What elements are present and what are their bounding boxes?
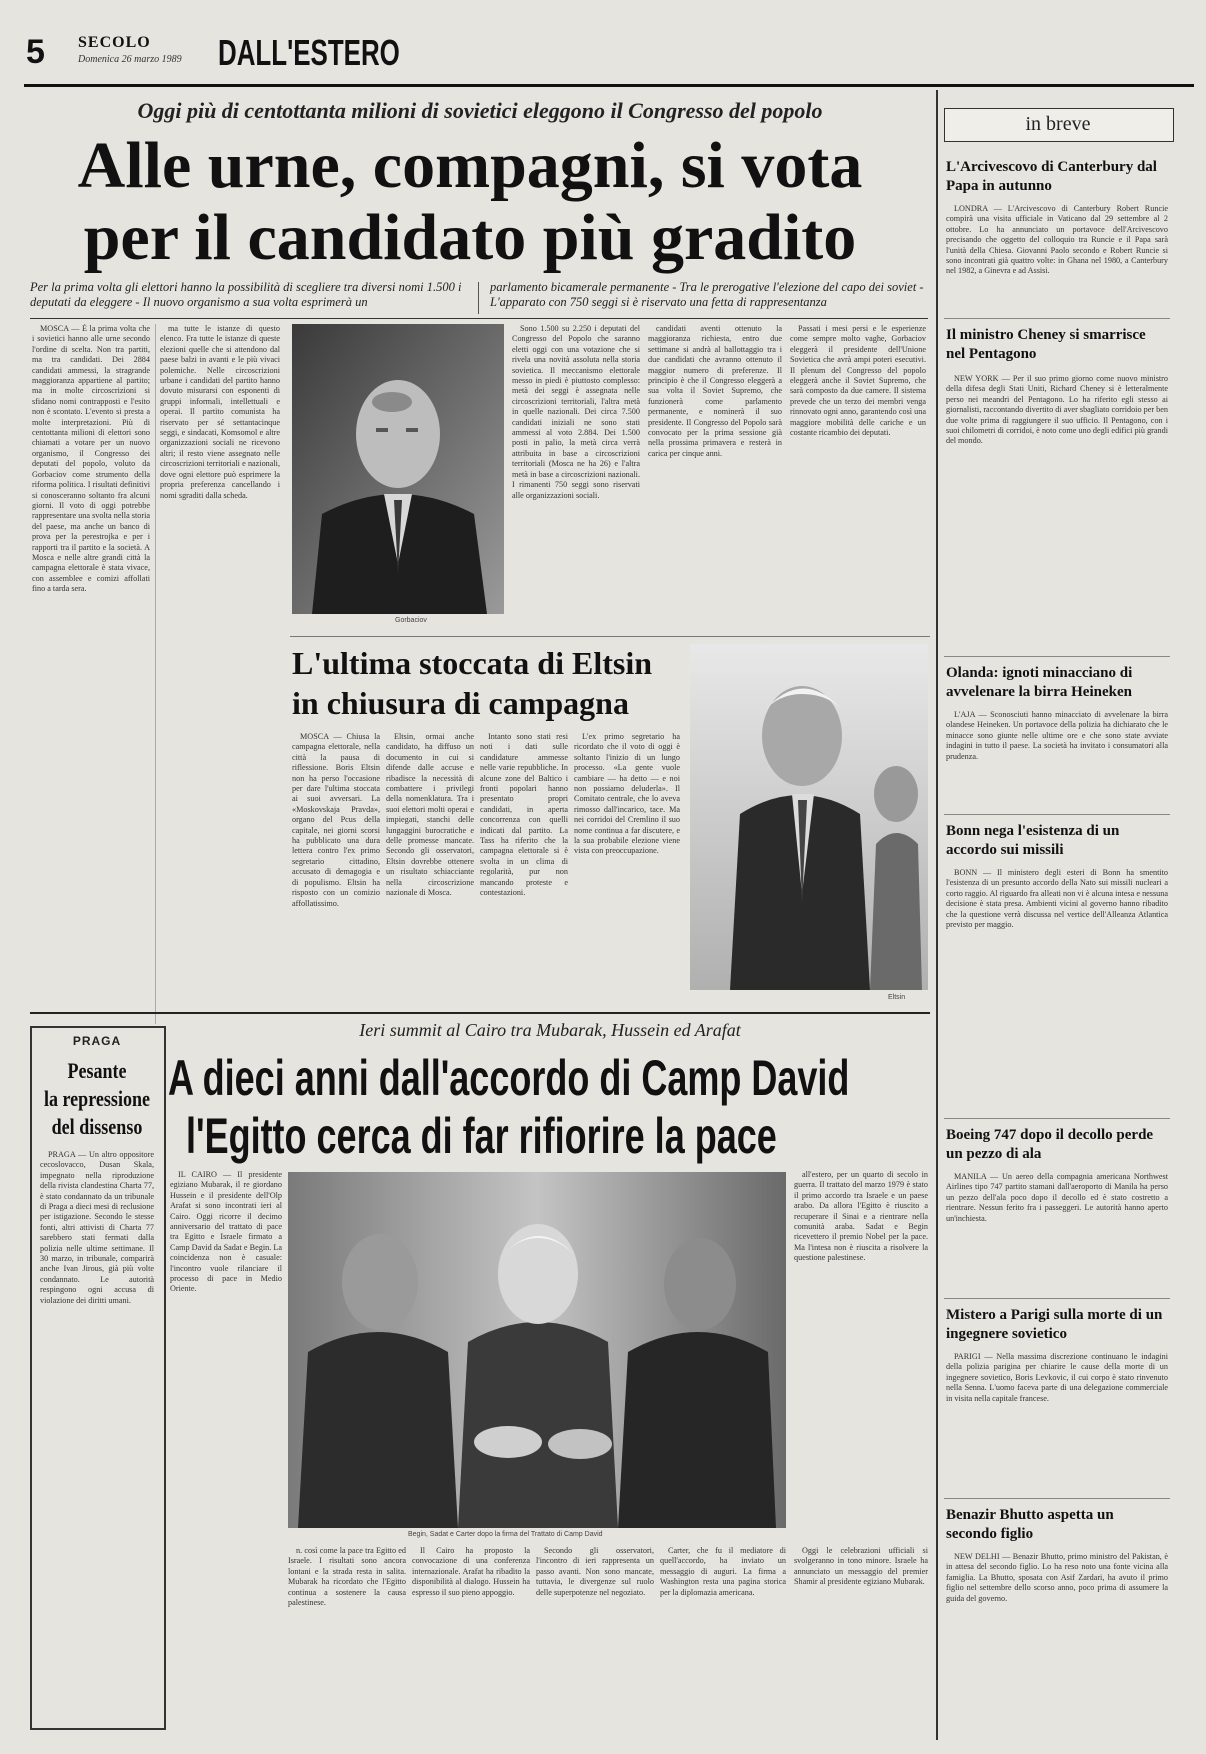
egitto-col-left-text: IL CAIRO — Il presidente egiziano Mubarak, il re giordano Hussein e il presidente dell'Olp Arafat si sono incontrati ieri al Cairo. Oggi ricorre il decimo anniversario del trattato di pace tra Egitto e Israele firmato a Camp David da Sadat e Begin. La coincidenza non è casuale: l'incontro vuole rilanciare il processo di pace in Medio Oriente. bbox=[170, 1170, 282, 1294]
eltsin-col1-text: MOSCA — Chiusa la campagna elettorale, nella città la pausa di riflessione. Boris Eltsin non ha perso l'occasione per dare l'ultima stoccata ai suoi avversari. La «Moskovskaja Pravda», organo del Pcus della capitale, nei giorni scorsi ha pubblicato una dura lettera contro l'ex primo segretario cittadino, accusato di demagogia e di populismo. Eltsin ha risposto con un comizio affollatissimo. bbox=[292, 732, 380, 908]
eltsin-col4-text: L'ex primo segretario ha ricordato che il voto di oggi è soltanto l'inizio di un lungo processo. «La gente vuole cambiare — ha detto — e noi non possiamo deluderla». Il Comitato centrale, che lo aveva rimosso dall'incarico, tace. Ma nei corridoi del Cremlino il suo nome continua a far discutere, e la sua probabile elezione viene vista con preoccupazione. bbox=[574, 732, 680, 856]
brief-divider bbox=[944, 814, 1170, 815]
praga-body bbox=[40, 1150, 154, 1718]
praga-body-text: PRAGA — Un altro oppositore cecoslovacco, Dusan Skala, impegnato nella riproduzione della rivista clandestina Charta 77, è stato condannato da un tribunale di Praga a dieci mesi di reclusione per istigazione. Secondo le stesse fonti, altri attivisti di Charta 77 sarebbero stati fermati dalla polizia nelle ultime settimane. Il 30 marzo, in tribunale, comparirà anche Ivan Jirous, già più volte condannato. Le autorità respingono ogni accusa di violazione dei diritti umani. bbox=[40, 1150, 154, 1305]
brief-body bbox=[946, 710, 1168, 808]
egitto-bottom-col4 bbox=[660, 1546, 786, 1734]
camp-david-photo-caption: Begin, Sadat e Carter dopo la firma del Trattato di Camp David bbox=[408, 1531, 603, 1538]
brief-headline: Benazir Bhutto aspetta un secondo figlio bbox=[946, 1507, 1114, 1542]
brief-body bbox=[946, 1352, 1168, 1490]
brief-body-text: L'AJA — Sconosciuti hanno minacciato di avvelenare la birra olandese Heineken. Un portavoce della polizia ha dichiarato che le minacce sono giunte nelle ultime ore e che sono state avviate indagini in tutto il paese. La società ha invitato i consumatori alla prudenza. bbox=[946, 710, 1168, 761]
newspaper-logo: SECOLO bbox=[78, 34, 151, 51]
eltsin-col3-text: Intanto sono stati resi noti i dati sulle candidature ammesse nelle varie repubbliche. In alcune zone del Baltico i fronti popolari hanno presentato propri candidati, in aperta concorrenza con quelli indicati dal partito. La Tass ha riferito che la campagna elettorale si è svolta in un clima di regolarità, pur non mancando proteste e contestazioni. bbox=[480, 732, 568, 898]
brief-divider bbox=[944, 1118, 1170, 1119]
gorbaciov-photo bbox=[292, 324, 504, 614]
main-article-col4 bbox=[648, 324, 782, 624]
brief-divider bbox=[944, 656, 1170, 657]
brief-headline: Bonn nega l'esistenza di un accordo sui missili bbox=[946, 823, 1120, 858]
egitto-col-right-text: all'estero, per un quarto di secolo in guerra. Il trattato del marzo 1979 è stato il primo accordo tra Israele e un paese arabo. Da allora l'Egitto è riuscito a recuperare il Sinai e a rientrare nella comunità araba. Sadat e Begin ricevettero il premio Nobel per la pace. Ma l'intesa non è riuscita a risolvere la questione palestinese. bbox=[794, 1170, 928, 1263]
main-headline-line2: per il candidato più gradito bbox=[83, 201, 857, 274]
egitto-bottom-col1 bbox=[288, 1546, 406, 1734]
main-kicker: Oggi più di centottanta milioni di sovietici eleggono il Congresso del popolo bbox=[137, 98, 823, 123]
main-article-col1 bbox=[32, 324, 150, 1024]
deck-right: parlamento bicamerale permanente - Tra le prerogative l'elezione del capo dei soviet - L'apparato con 750 seggi si è riservato una fetta di rappresentanza bbox=[490, 280, 924, 309]
eltsin-col4 bbox=[574, 732, 680, 1000]
brief-headline: Mistero a Parigi sulla morte di un ingegnere sovietico bbox=[946, 1307, 1163, 1342]
main-article-col3 bbox=[512, 324, 640, 624]
deck-rule bbox=[30, 318, 928, 319]
praga-headline-line3: del dissenso bbox=[51, 1114, 143, 1139]
egitto-headline-line1: A dieci anni dall'accordo di Camp David bbox=[168, 1050, 850, 1106]
lower-section-rule bbox=[30, 1012, 930, 1014]
brief-divider bbox=[944, 1498, 1170, 1499]
section-title: DALL'ESTERO bbox=[218, 32, 400, 73]
camp-david-photo bbox=[288, 1172, 786, 1528]
main-article-col5 bbox=[790, 324, 926, 624]
brief-divider bbox=[944, 318, 1170, 319]
brief-body bbox=[946, 1172, 1168, 1290]
brief-headline: L'Arcivescovo di Canterbury dal Papa in autunno bbox=[946, 159, 1157, 194]
brief-divider bbox=[944, 1298, 1170, 1299]
eltsin-col2 bbox=[386, 732, 474, 1000]
egitto-bottom-col3 bbox=[536, 1546, 654, 1734]
main-col5-text: Passati i mesi persi e le esperienze come sempre molto vaghe, Gorbaciov eleggerà il presidente dell'Unione Sovietica che avrà ampi poteri esecutivi. Il plenum del Congresso del popolo eleggerà anche il Soviet Supremo, che sarà composto da due camere. Il sistema prevede che un terzo dei membri venga rinnovato ogni anno, garantendo così una maggiore mobilità delle cariche e un costante ricambio dei deputati. bbox=[790, 324, 926, 438]
egitto-bottom-col2 bbox=[412, 1546, 530, 1734]
issue-date: Domenica 26 marzo 1989 bbox=[78, 54, 182, 65]
egitto-bottom3-text: Secondo gli osservatori, l'incontro di ieri rappresenta un passo avanti. Non sono mancate, tuttavia, le divergenze sul ruolo delle superpotenze nel negoziato. bbox=[536, 1546, 654, 1597]
main-col1-text: MOSCA — È la prima volta che i sovietici hanno alle urne secondo l'ordine di scelta. Non tra partiti, ma tra candidati. Dei 2884 candidati ammessi, la stragrande maggioranza appartiene al partito; ma in molte circoscrizioni si sfidano nomi contrapposti e l'esito non è scontato. L'evento si presta a molte interpretazioni. Più di centottanta milioni di elettori sono chiamati a votare per un nuovo organismo, il Congresso dei deputati del popolo, voluto da Gorbaciov come strumento della riforma politica. I risultati definitivi si conosceranno soltanto fra alcuni giorni. Il voto di oggi potrebbe rappresentare una svolta nella storia del paese, ma anche un banco di prova per la perestrojka e per i rapporti tra il partito e la società. A Mosca e nelle altre grandi città la campagna elettorale è stata vivace, con assemblee e comizi affollati fino a tarda sera. bbox=[32, 324, 150, 594]
page-number: 5 bbox=[26, 33, 45, 71]
eltsin-photo-caption: Eltsin bbox=[888, 994, 906, 1001]
main-col4-text: candidati aventi ottenuto la maggioranza richiesta, entro due settimane si andrà al ballottaggio tra i due candidati che avranno ottenuto il maggior numero di preferenze. Il principio è che il Congresso eleggerà a sua volta il Soviet Supremo, che funzionerà come parlamento permanente, e nominerà il suo presidente. Il Congresso del Popolo sarà convocato per la prima sessione già nella prossima primavera e resterà in carica per cinque anni. bbox=[648, 324, 782, 458]
brief-body bbox=[946, 868, 1168, 1112]
main-col3-text: Sono 1.500 su 2.250 i deputati del Congresso del Popolo che saranno eletti oggi con una votazione che si rivela una novità assoluta nella storia sovietica. Il meccanismo elettorale messo in piedi è piuttosto complesso: metà dei seggi è assegnata nelle circoscrizioni territoriali, l'altra metà in quelle nazionali. Dei circa 7.500 candidati iniziali ne sono stati ammessi al voto 2.884. Dei 1.500 posti in palio, la metà circa verrà attribuita in base a circoscrizioni territoriali (Mosca ne ha 26) e l'altra metà in base a circoscrizioni nazionali. I rimanenti 750 seggi sono riservati alle organizzazioni sociali. bbox=[512, 324, 640, 500]
brief-body-text: BONN — Il ministero degli esteri di Bonn ha smentito l'esistenza di un presunto accordo della Nato sui missili nucleari a corto raggio. Al riguardo fra alleati non vi è alcuna intesa e nessuna decisione è stata presa. Ambienti vicini al governo hanno ribadito che la questione verrà discussa nel vertice dell'Alleanza Atlantica previsto per maggio. bbox=[946, 868, 1168, 930]
brief-body-text: NEW DELHI — Benazir Bhutto, primo ministro del Pakistan, è in attesa del secondo figlio. Lo ha reso noto una fonte vicina alla famiglia. La Bhutto, sposata con Asif Zardari, ha avuto il primo figlio nel settembre dello scorso anno, poco prima di assumere la guida del governo. bbox=[946, 1552, 1168, 1603]
brief-body-text: MANILA — Un aereo della compagnia americana Northwest Airlines tipo 747 partito stamani dall'aeroporto di Manila ha perso un pezzo dell'ala poco dopo il decollo ed è stato costretto a rientrare. Nessun ferito fra i passeggeri. Le autorità hanno aperto un'inchiesta. bbox=[946, 1172, 1168, 1223]
egitto-kicker: Ieri summit al Cairo tra Mubarak, Hussein ed Arafat bbox=[359, 1020, 741, 1040]
sidebar-divider bbox=[936, 90, 938, 1740]
egitto-bottom2-text: Il Cairo ha proposto la convocazione di una conferenza internazionale. Arafat ha ribadito la disponibilità al dialogo. Hussein ha espresso il suo pieno appoggio. bbox=[412, 1546, 530, 1597]
brief-headline: Olanda: ignoti minacciano di avvelenare la birra Heineken bbox=[946, 665, 1133, 700]
main-article-end-rule bbox=[290, 636, 930, 637]
brief-headline: Il ministro Cheney si smarrisce nel Pentagono bbox=[946, 327, 1146, 362]
main-col2-text: ma tutte le istanze di questo elenco. Fra tutte le istanze di queste elezioni quelle che si attendono dal paese balzi in avanti e le più vivaci polemiche. Nelle circoscrizioni urbane i candidati del partito hanno dovuto misurarsi con esponenti di gruppi informali, intellettuali e operai. Il partito comunista ha riservato per sé settantacinque seggi, e sindacati, Komsomol e altre organizzazioni sociali ne ricevono altri; il resto viene assegnato nelle circoscrizioni territoriali e nazionali, dove ogni elettore può esprimere la propria preferenza cancellando i nomi sgraditi dalla scheda. bbox=[160, 324, 280, 500]
gorbaciov-photo-caption: Gorbaciov bbox=[395, 617, 427, 624]
praga-headline-line2: la repressione bbox=[43, 1086, 151, 1111]
egitto-bottom5-text: Oggi le celebrazioni ufficiali si svolgeranno in tono minore. Israele ha annunciato un messaggio del premier Shamir al presidente egiziano Mubarak. bbox=[794, 1546, 928, 1587]
eltsin-headline-line1: L'ultima stoccata di Eltsin bbox=[292, 645, 653, 681]
egitto-bottom1-text: n. così come la pace tra Egitto ed Israele. I risultati sono ancora lontani e la strada resta in salita. Mubarak ha ricordato che l'Egitto continua a sostenere la causa palestinese. bbox=[288, 1546, 406, 1608]
eltsin-col1 bbox=[292, 732, 380, 1000]
egitto-bottom4-text: Carter, che fu il mediatore di quell'accordo, ha inviato un messaggio di auguri. La firma a Washington resta una pagina storica per la diplomazia americana. bbox=[660, 1546, 786, 1597]
eltsin-col3 bbox=[480, 732, 568, 1000]
praga-headline-line1: Pesante bbox=[67, 1058, 127, 1083]
brief-body bbox=[946, 1552, 1168, 1732]
egitto-col-right bbox=[794, 1170, 928, 1530]
egitto-bottom-col5 bbox=[794, 1546, 928, 1734]
col-divider bbox=[155, 324, 156, 1024]
eltsin-photo bbox=[690, 644, 928, 990]
main-headline-line1: Alle urne, compagni, si vota bbox=[77, 129, 863, 202]
brief-headline: Boeing 747 dopo il decollo perde un pezzo di ala bbox=[946, 1127, 1154, 1162]
eltsin-col2-text: Eltsin, ormai anche candidato, ha diffuso un documento in cui si difende dalle accuse e ribadisce la necessità di combattere i privilegi della nomenklatura. Tra i suoi elettori molti operai e impiegati, stanchi delle lungaggini burocratiche e delle promesse mancate. Secondo gli osservatori, Eltsin dovrebbe ottenere un risultato schiacciante nella circoscrizione nazionale di Mosca. bbox=[386, 732, 474, 898]
praga-label: PRAGA bbox=[72, 1034, 122, 1048]
eltsin-headline-line2: in chiusura di campagna bbox=[292, 685, 629, 721]
masthead-rule bbox=[24, 84, 1194, 87]
sidebar-title: in breve bbox=[1025, 113, 1091, 135]
brief-body-text: NEW YORK — Per il suo primo giorno come nuovo ministro della difesa degli Stati Uniti, Richard Cheney si è letteralmente perso nei meandri del Pentagono. Lo ha riferito egli stesso ai giornalisti, raccontando divertito di aver sbagliato corridoio per ben due volte prima di raggiungere il suo ufficio. Il Pentagono, con i suoi chilometri di corridoi, è noto come uno degli edifici più grandi del mondo. bbox=[946, 374, 1168, 446]
main-article-col2 bbox=[160, 324, 280, 1024]
brief-body bbox=[946, 374, 1168, 648]
deck-divider bbox=[478, 282, 479, 314]
egitto-headline-line2: l'Egitto cerca di far rifiorire la pace bbox=[186, 1108, 777, 1164]
brief-body bbox=[946, 204, 1168, 312]
deck-left: Per la prima volta gli elettori hanno la possibilità di scegliere tra diversi nomi 1.500 i deputati da eleggere - Il nuovo organismo a sua volta esprimerà un bbox=[30, 280, 462, 309]
egitto-col-left bbox=[170, 1170, 282, 1514]
brief-body-text: PARIGI — Nella massima discrezione continuano le indagini della polizia parigina per chiarire le cause della morte di un ingegnere sovietico, Boris Levkovic, il cui corpo è stato rinvenuto nella Senna. L'uomo faceva parte di una delegazione commerciale in visita nella capitale francese. bbox=[946, 1352, 1168, 1403]
brief-body-text: LONDRA — L'Arcivescovo di Canterbury Robert Runcie compirà una visita ufficiale in Vaticano dal 29 settembre al 2 ottobre. Lo ha annunciato un portavoce dell'Arcivescovo precisando che oggetto del colloquio tra Runcie e il Papa sarà l'unità della Chiesa. Giovanni Paolo secondo e Robert Runcie si sono incontrati già quattro volte: in Ghana nel 1980, a Canterbury nel 1982, a Ginevra e ad Assisi. bbox=[946, 204, 1168, 276]
